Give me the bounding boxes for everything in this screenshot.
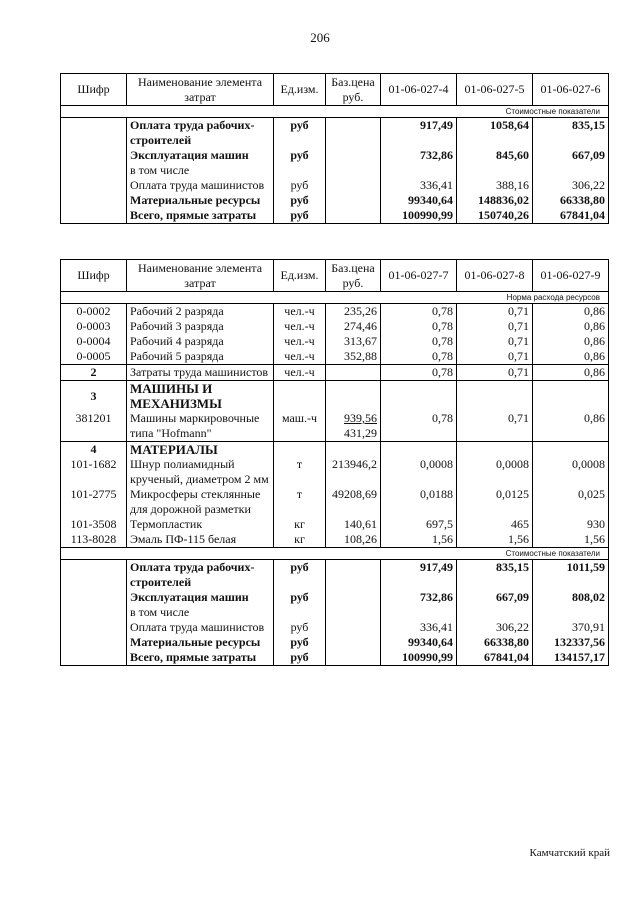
header-col-3: 01-06-027-9 — [533, 260, 609, 292]
table-row: Оплата труда машинистов руб 336,41 306,22 370,91 — [61, 620, 609, 635]
table-row: 0-0005 Рабочий 5 разряда чел.-ч 352,88 0,78 0,71 0,86 — [61, 349, 609, 365]
table-header — [61, 260, 609, 292]
table-row: Эксплуатация машин руб 732,86 667,09 808,02 — [61, 590, 609, 605]
subheader-norm: Норма расхода ресурсов — [61, 292, 609, 304]
header-col-1: 01-06-027-7 — [381, 260, 457, 292]
table-row: 381201 Машины маркировочные типа "Hofmann" маш.-ч 939,56 431,29 0,78 0,71 0,86 — [61, 411, 609, 442]
header-col-2: 01-06-027-8 — [457, 260, 533, 292]
subheader-row — [61, 106, 609, 118]
table-row-total: Всего, прямые затраты руб 100990,99 150740,26 67841,04 — [61, 208, 609, 224]
table-row: Оплата труда машинистов руб 336,41 388,16 306,22 — [61, 178, 609, 193]
table-row: 0-0003 Рабочий 3 разряда чел.-ч 274,46 0,78 0,71 0,86 — [61, 319, 609, 334]
table-row: в том числе — [61, 163, 609, 178]
table-row: 0-0002 Рабочий 2 разряда чел.-ч 235,26 0,78 0,71 0,86 — [61, 304, 609, 320]
table-row: 0-0004 Рабочий 4 разряда чел.-ч 313,67 0,78 0,71 0,86 — [61, 334, 609, 349]
cost-table-2 — [60, 259, 609, 666]
table-row: 113-8028 Эмаль ПФ-115 белая кг 108,26 1,56 1,56 1,56 — [61, 532, 609, 548]
table-row: Оплата труда рабочих-строителей руб 917,49 835,15 1011,59 — [61, 560, 609, 591]
header-base-price: Баз.цена руб. — [326, 74, 381, 106]
table-row-group: 3 МАШИНЫ И МЕХАНИЗМЫ — [61, 381, 609, 412]
cost-table-1 — [60, 73, 609, 224]
table-row: 101-2775 Микросферы стеклянные для дорожной разметки т 49208,69 0,0188 0,0125 0,025 — [61, 487, 609, 517]
table-row: Материальные ресурсы руб 99340,64 148836,02 66338,80 — [61, 193, 609, 208]
header-code: Шифр — [61, 260, 127, 292]
header-code: Шифр — [61, 74, 127, 106]
header-col-3: 01-06-027-6 — [533, 74, 609, 106]
subheader-row — [61, 292, 609, 304]
header-col-1: 01-06-027-4 — [381, 74, 457, 106]
subheader-cost: Стоимостные показатели — [61, 548, 609, 560]
header-unit: Ед.изм. — [274, 260, 326, 292]
table-row: Материальные ресурсы руб 99340,64 66338,80 132337,56 — [61, 635, 609, 650]
header-name: Наименование элемента затрат — [127, 260, 274, 292]
table-row: Эксплуатация машин руб 732,86 845,60 667,09 — [61, 148, 609, 163]
header-base-price: Баз.цена руб. — [326, 260, 381, 292]
page-number: 206 — [310, 30, 330, 45]
footer-region: Камчатский край — [529, 847, 610, 859]
table-row: 101-3508 Термопластик кг 140,61 697,5 465 930 — [61, 517, 609, 532]
table-row: Оплата труда рабочих-строителей руб 917,49 1058,64 835,15 — [61, 118, 609, 149]
header-name: Наименование элемента затрат — [127, 74, 274, 106]
table-row-total: Всего, прямые затраты руб 100990,99 67841,04 134157,17 — [61, 650, 609, 666]
table-row-group: 2 Затраты труда машинистов чел.-ч 0,78 0,71 0,86 — [61, 365, 609, 381]
subheader-row — [61, 548, 609, 560]
table-row-group: 4 МАТЕРИАЛЫ — [61, 442, 609, 458]
table-row: 101-1682 Шнур полиамидный крученый, диаметром 2 мм т 213946,2 0,0008 0,0008 0,0008 — [61, 457, 609, 487]
table-header — [61, 74, 609, 106]
header-unit: Ед.изм. — [274, 74, 326, 106]
table-row: в том числе — [61, 605, 609, 620]
subheader-cost: Стоимостные показатели — [61, 106, 609, 118]
header-col-2: 01-06-027-5 — [457, 74, 533, 106]
